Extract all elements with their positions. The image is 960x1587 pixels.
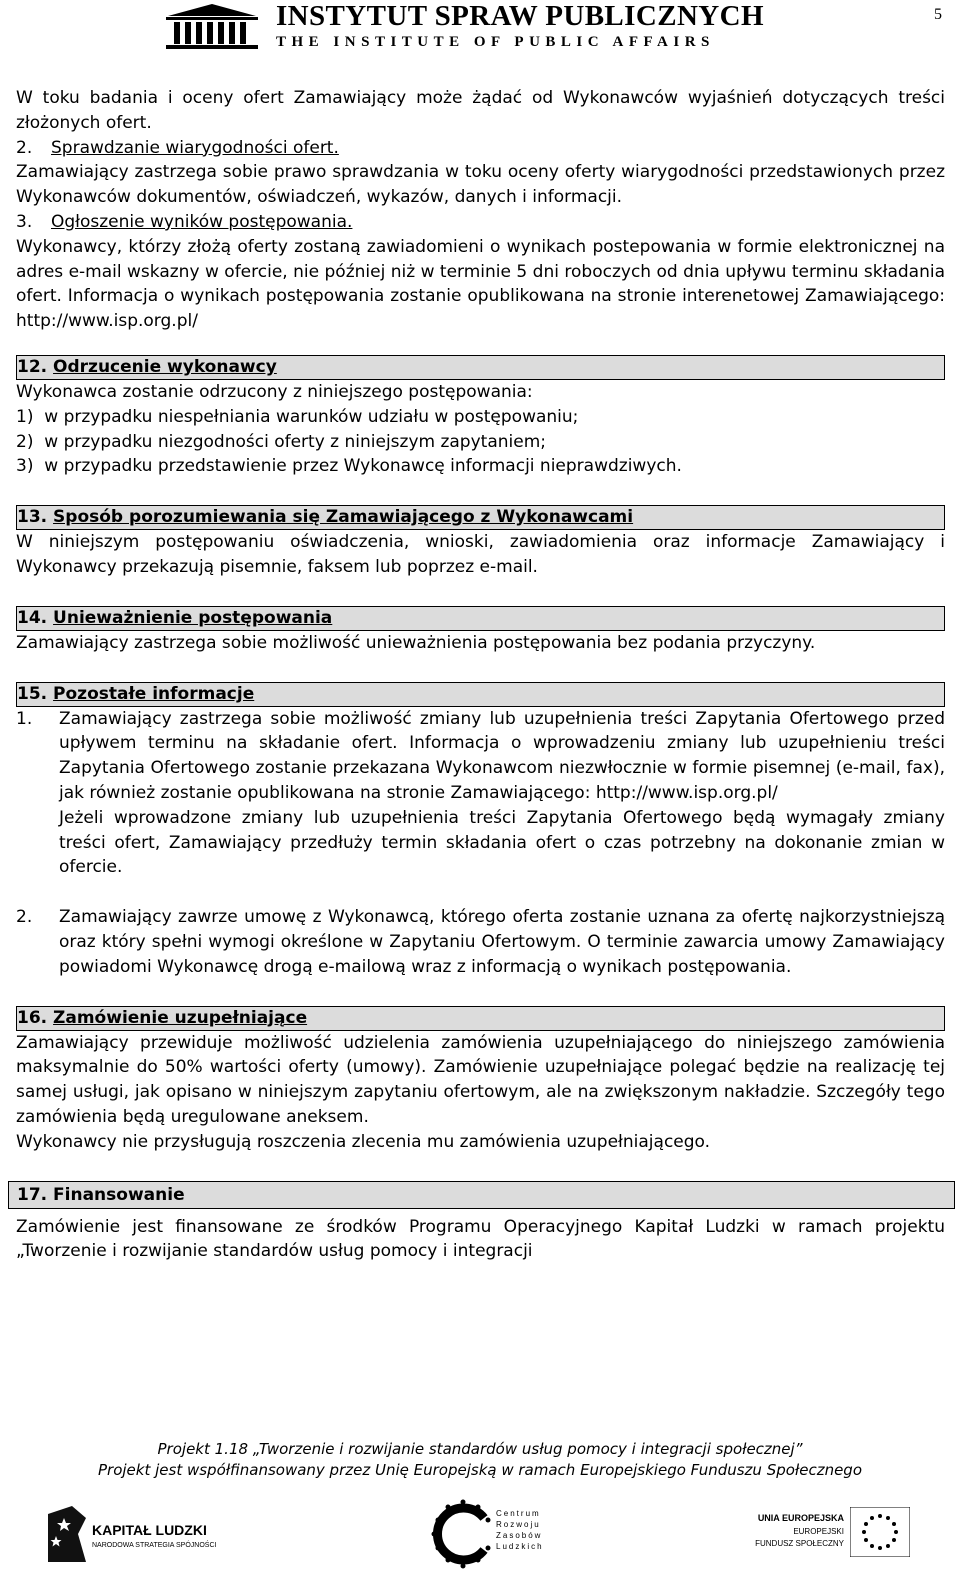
eu-fund-label-2: FUNDUSZ SPOŁECZNY	[755, 1539, 844, 1548]
section-14-title: Unieważnienie postępowania	[53, 607, 333, 628]
intro-paragraph-3: Wykonawcy, którzy złożą oferty zostaną zawiadomieni o wynikach postepowania w formie elektronicznej na adres e-mail wskazny w ofercie, nie później niż w terminie 5 dni roboczych od dnia upływu terminu składania ofert. Informacja o wynikach postępowania zostanie opublikowana na stronie interenetowej Zamawiającego: http://www.isp.org.pl/	[16, 236, 945, 332]
page-number: 5	[934, 6, 942, 23]
section-15-item-2: 2. Zamawiający zawrze umowę z Wykonawcą, którego oferta zostanie uznana za ofertę najkorzystniejszą oraz który spełni wymogi określone w Zapytaniu Ofertowym. O terminie zawarcia umowy Zamawiający powiadomi Wykonawcę drogą e-mailową wraz z informacją o wynikach postępowania.	[16, 905, 945, 979]
eu-flag-icon	[850, 1507, 910, 1557]
section-14-heading: 14. Unieważnienie postępowania	[16, 606, 945, 631]
institute-name-english: THE INSTITUTE OF PUBLIC AFFAIRS	[276, 34, 715, 50]
section-12-lead: Wykonawca zostanie odrzucony z niniejszego postępowania:	[16, 381, 533, 402]
eu-efs-logo	[754, 1505, 914, 1565]
section-17-text: Zamówienie jest finansowane ze środków Programu Operacyjnego Kapitał Ludzki w ramach projektu „Tworzenie i rozwijanie standardów usług pomocy i integracji	[16, 1216, 945, 1262]
section-12-item-3: 3) w przypadku przedstawienie przez Wykonawcę informacji nieprawdziwych.	[16, 456, 682, 477]
crzl-logo	[418, 1494, 568, 1574]
section-12-item-1: 1) w przypadku niespełniania warunków udziału w postępowaniu;	[16, 406, 579, 427]
section-14-text: Zamawiający zastrzega sobie możliwość unieważnienia postępowania bez podania przyczyny.	[16, 632, 816, 653]
intro-item-3-heading: 3. Ogłoszenie wyników postępowania.	[16, 211, 353, 232]
footer-funding-line: Projekt jest współfinansowany przez Unię Europejską w ramach Europejskiego Funduszu Społecznego	[97, 1461, 863, 1479]
section-16-heading: 16. Zamówienie uzupełniające	[16, 1006, 945, 1031]
section-13-heading: 13. Sposób porozumiewania się Zamawiającego z Wykonawcami	[16, 505, 945, 530]
intro-paragraph-1: W toku badania i oceny ofert Zamawiający może żądać od Wykonawców wyjaśnień dotyczących treści złożonych ofert.	[16, 88, 945, 133]
section-15-item-1-paragraph-a: Zamawiający zastrzega sobie możliwość zmiany lub uzupełnienia treści Zapytania Ofertowego przed upływem terminu na składanie ofert. Informacja o wprowadzeniu zmiany lub uzupełnieniu treści Zapytania Ofertowego zostanie przekazana Wykonawcom niezwłocznie w formie pisemnej (e-mail, fax), jak również zostanie opublikowana na stronie Zamawiającego: http://www.isp.org.pl/	[59, 708, 945, 803]
section-13-title: Sposób porozumiewania się Zamawiającego z Wykonawcami	[53, 507, 634, 528]
section-15-heading: 15. Pozostałe informacje	[16, 682, 945, 707]
section-17-title: Finansowanie	[53, 1184, 185, 1205]
page-header	[0, 0, 960, 58]
eu-union-label: UNIA EUROPEJSKA	[757, 1513, 844, 1523]
kapital-ludzki-logo	[38, 1502, 238, 1572]
section-15-title: Pozostałe informacje	[53, 683, 255, 704]
section-16-title: Zamówienie uzupełniające	[53, 1007, 308, 1028]
intro-paragraph-2: Zamawiający zastrzega sobie prawo sprawdzania w toku oceny oferty wiarygodności przedstawionych przez Wykonawców dokumentów, oświadczeń, wykazów, danych i informacji.	[16, 162, 945, 208]
kapital-ludzki-title: KAPITAŁ LUDZKI	[92, 1522, 207, 1538]
section-12-item-2: 2) w przypadku niezgodności oferty z niniejszym zapytaniem;	[16, 431, 546, 452]
crzl-name: Centrum Rozwoju Zasobów Ludzkich	[496, 1509, 544, 1551]
section-12-heading: 12. Odrzucenie wykonawcy	[16, 355, 945, 380]
intro-item-2-heading: 2. Sprawdzanie wiarygodności ofert.	[16, 137, 339, 158]
section-12-title: Odrzucenie wykonawcy	[53, 356, 277, 377]
institute-name: INSTYTUT SPRAW PUBLICZNYCH	[276, 0, 764, 32]
kapital-ludzki-emblem-icon	[42, 1504, 92, 1564]
section-17-heading: 17. Finansowanie	[8, 1181, 955, 1209]
kapital-ludzki-subtitle: NARODOWA STRATEGIA SPÓJNOŚCI	[92, 1542, 217, 1549]
footer-project-line: Projekt 1.18 „Tworzenie i rozwijanie standardów usług pomocy i integracji społecznej”	[157, 1440, 803, 1458]
section-16-paragraph-2: Wykonawcy nie przysługują roszczenia zlecenia mu zamówienia uzupełniającego.	[16, 1131, 711, 1152]
section-13-text: W niniejszym postępowaniu oświadczenia, wnioski, zawiadomienia oraz informacje Zamawiający i Wykonawcy przekazują pisemnie, faksem lub poprzez e-mail.	[16, 532, 945, 577]
intro-item-2-title: Sprawdzanie wiarygodności ofert.	[51, 137, 339, 158]
eu-stars-c-emblem-icon	[418, 1494, 508, 1574]
institute-columns-logo-icon	[162, 2, 262, 50]
section-15-item-1-paragraph-b: Jeżeli wprowadzone zmiany lub uzupełnienia treści Zapytania Ofertowego będą wymagały zmiany treści ofert, Zamawiający przedłuży termin składania ofert o czas potrzebny na dokonanie zmian w ofercie.	[59, 807, 945, 878]
section-15-item-1: 1. Zamawiający zastrzega sobie możliwość zmiany lub uzupełnienia treści Zapytania Ofertowego przed upływem terminu na składanie ofert. Informacja o wprowadzeniu zmiany lub uzupełnieniu treści Zapytania Ofertowego zostanie przekazana Wykonawcom niezwłocznie w formie pisemnej (e-mail, fax), jak również zostanie opublikowana na stronie Zamawiającego: http://www.isp.org.pl/ Jeżeli wprowadzone zmiany lub uzupełnienia treści Zapytania Ofertowego będą wymagały zmiany treści ofert, Zamawiający przedłuży termin składania ofert o czas potrzebny na dokonanie zmian w ofercie.	[16, 707, 945, 881]
section-15-item-2-paragraph: Zamawiający zawrze umowę z Wykonawcą, którego oferta zostanie uznana za ofertę najkorzystniejszą oraz który spełni wymogi określone w Zapytaniu Ofertowym. O terminie zawarcia umowy Zamawiający powiadomi Wykonawcę drogą e-mailową wraz z informacją o wynikach postępowania.	[59, 907, 945, 977]
document-body	[16, 86, 945, 1264]
eu-fund-label-1: EUROPEJSKI	[793, 1527, 844, 1536]
section-16-paragraph-1: Zamawiający przewiduje możliwość udzielenia zamówienia uzupełniającego do niniejszego zamówienia maksymalnie do 50% wartości oferty (umowy). Zamówienie uzupełniające polegać będzie na realizację tej samej usługi, jak opisano w niniejszym zapytaniu ofertowym, ale na zwiększonym nakładzie. Szczegóły tego zamówienia będą uregulowane aneksem.	[16, 1032, 945, 1127]
intro-item-3-title: Ogłoszenie wyników postępowania.	[51, 211, 353, 232]
